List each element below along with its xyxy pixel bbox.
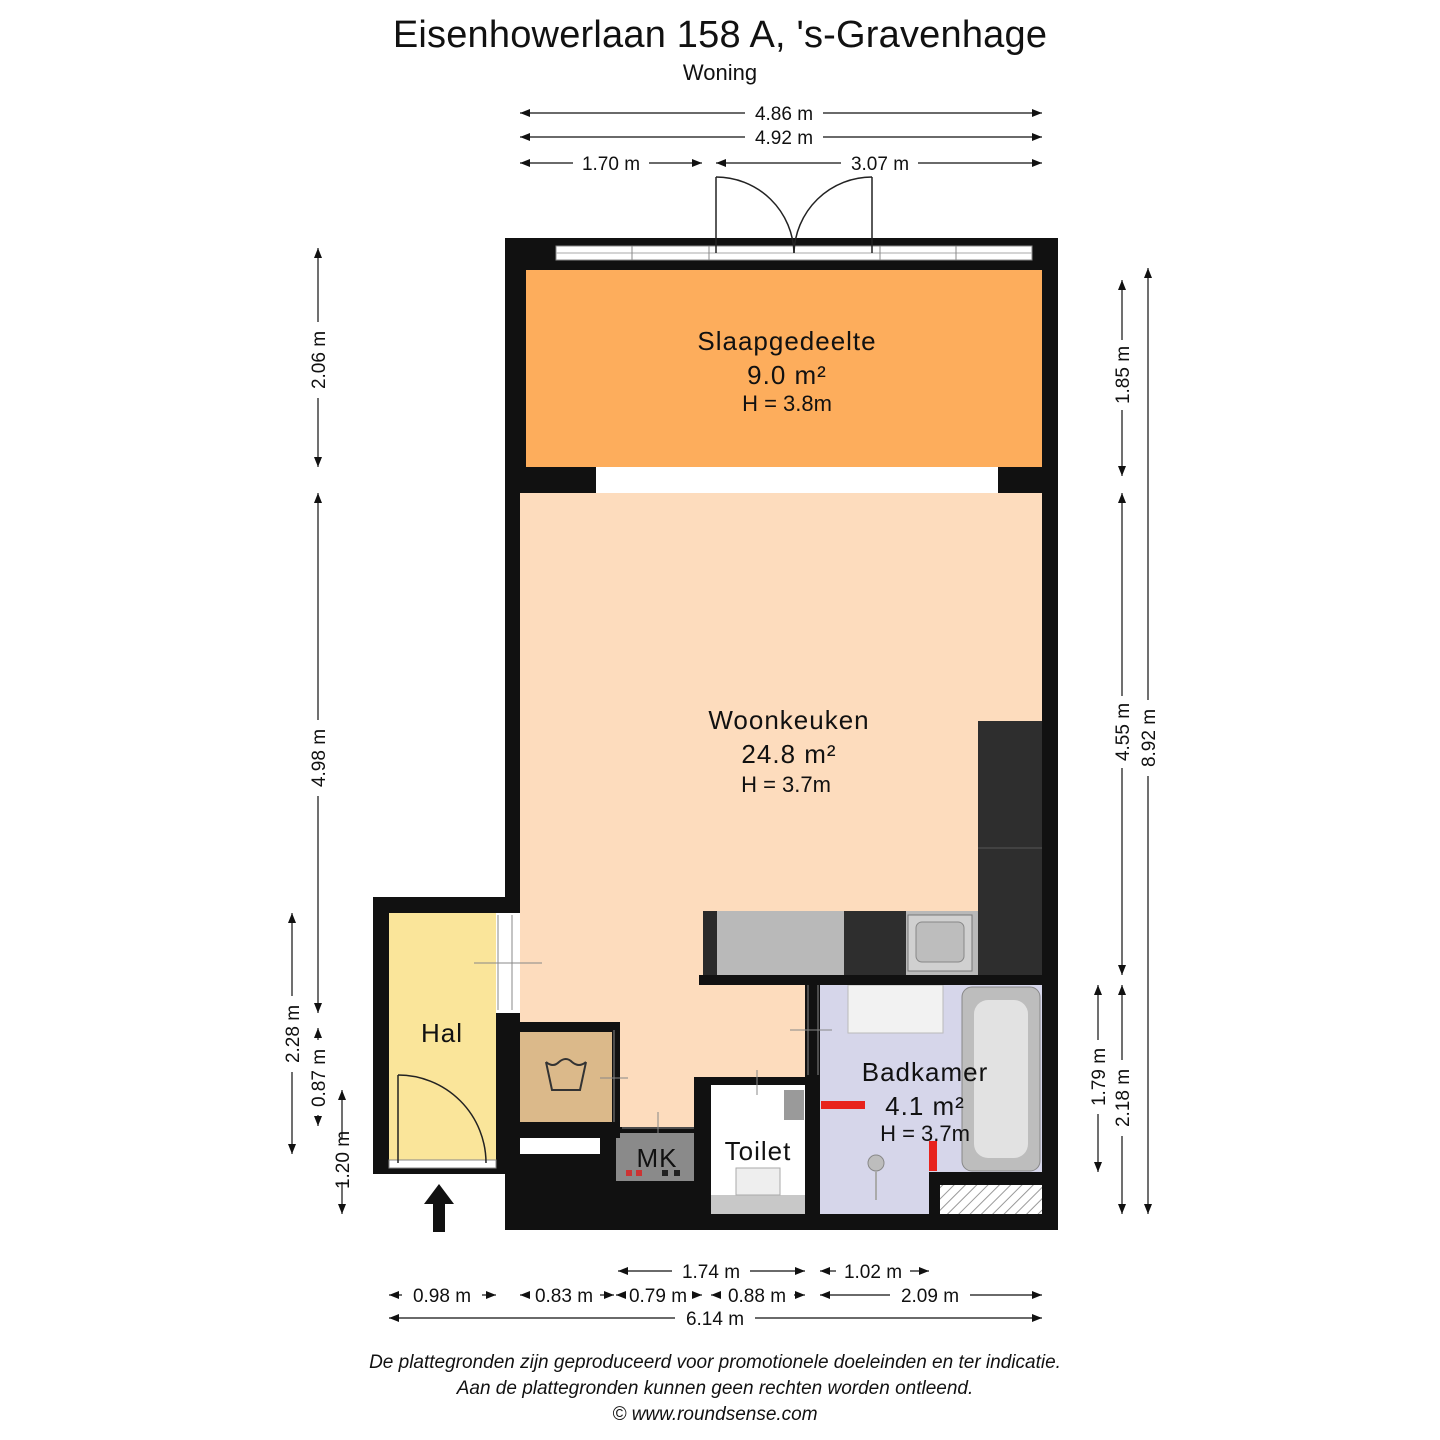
room-name-toilet: Toilet [724, 1136, 792, 1166]
room-name-slaapgedeelte: Slaapgedeelte [697, 326, 877, 356]
shaft [940, 1185, 1042, 1214]
dim-left-entry: 1.20 m [333, 1130, 354, 1190]
dim-left-middle: 4.98 m [309, 728, 330, 788]
room-area-slaapgedeelte: 9.0 m² [747, 360, 827, 390]
room-name-mk: MK [636, 1143, 678, 1173]
dim-bottom-c: 0.79 m [628, 1286, 688, 1307]
disclaimer-line-2: Aan de plattegronden kunnen geen rechten worden ontleend. [456, 1378, 974, 1399]
dim-bottom-b: 0.83 m [534, 1286, 594, 1307]
room-name-woonkeuken: Woonkeuken [708, 705, 870, 735]
washing-room-floor [520, 1032, 612, 1122]
page-subtitle: Woning [682, 60, 758, 85]
dim-top-total-outer: 4.92 m [754, 128, 814, 149]
page-title: Eisenhowerlaan 158 A, 's-Gravenhage [392, 14, 1048, 56]
room-name-hal: Hal [420, 1018, 464, 1048]
room-area-woonkeuken: 24.8 m² [741, 739, 837, 769]
dim-left-small: 0.87 m [309, 1048, 330, 1108]
dim-left-upper: 2.06 m [309, 330, 330, 390]
slaap-opening [596, 467, 998, 493]
dim-right-total: 8.92 m [1139, 708, 1160, 768]
dim-top-total-inner: 4.86 m [754, 104, 814, 125]
room-name-badkamer: Badkamer [861, 1057, 989, 1087]
dim-bottom-bad: 2.09 m [900, 1286, 960, 1307]
dim-bottom-toilet-mk: 1.74 m [681, 1262, 741, 1283]
dim-left-hal: 2.28 m [283, 1004, 304, 1064]
top-window [556, 177, 1032, 260]
copyright-link[interactable]: © www.roundsense.com [612, 1404, 818, 1425]
dim-right-bad-outer: 2.18 m [1113, 1068, 1134, 1128]
dim-bottom-d: 0.88 m [727, 1286, 787, 1307]
dim-right-slaap: 1.85 m [1113, 345, 1134, 405]
dim-top-left: 1.70 m [581, 154, 641, 175]
washbasin-icon [848, 985, 943, 1033]
room-height-badkamer: H = 3.7m [880, 1121, 970, 1146]
dim-right-bad-inner: 1.79 m [1089, 1047, 1110, 1107]
dim-top-right: 3.07 m [850, 154, 910, 175]
dim-right-woon: 4.55 m [1113, 702, 1134, 762]
shower-icon [868, 1155, 884, 1171]
room-area-badkamer: 4.1 m² [885, 1091, 965, 1121]
toilet-bowl-icon [736, 1168, 780, 1195]
dim-bottom-hal: 0.98 m [412, 1286, 472, 1307]
radiator-icon [821, 1101, 865, 1109]
room-height-slaapgedeelte: H = 3.8m [742, 391, 832, 416]
niche [520, 1138, 600, 1154]
dim-bottom-bad-short: 1.02 m [843, 1262, 903, 1283]
entrance-arrow-icon [424, 1184, 454, 1232]
disclaimer-line-1: De plattegronden zijn geproduceerd voor promotionele doeleinden en ter indicatie. [369, 1352, 1061, 1373]
room-height-woonkeuken: H = 3.7m [741, 772, 831, 797]
dim-bottom-total: 6.14 m [685, 1309, 745, 1330]
